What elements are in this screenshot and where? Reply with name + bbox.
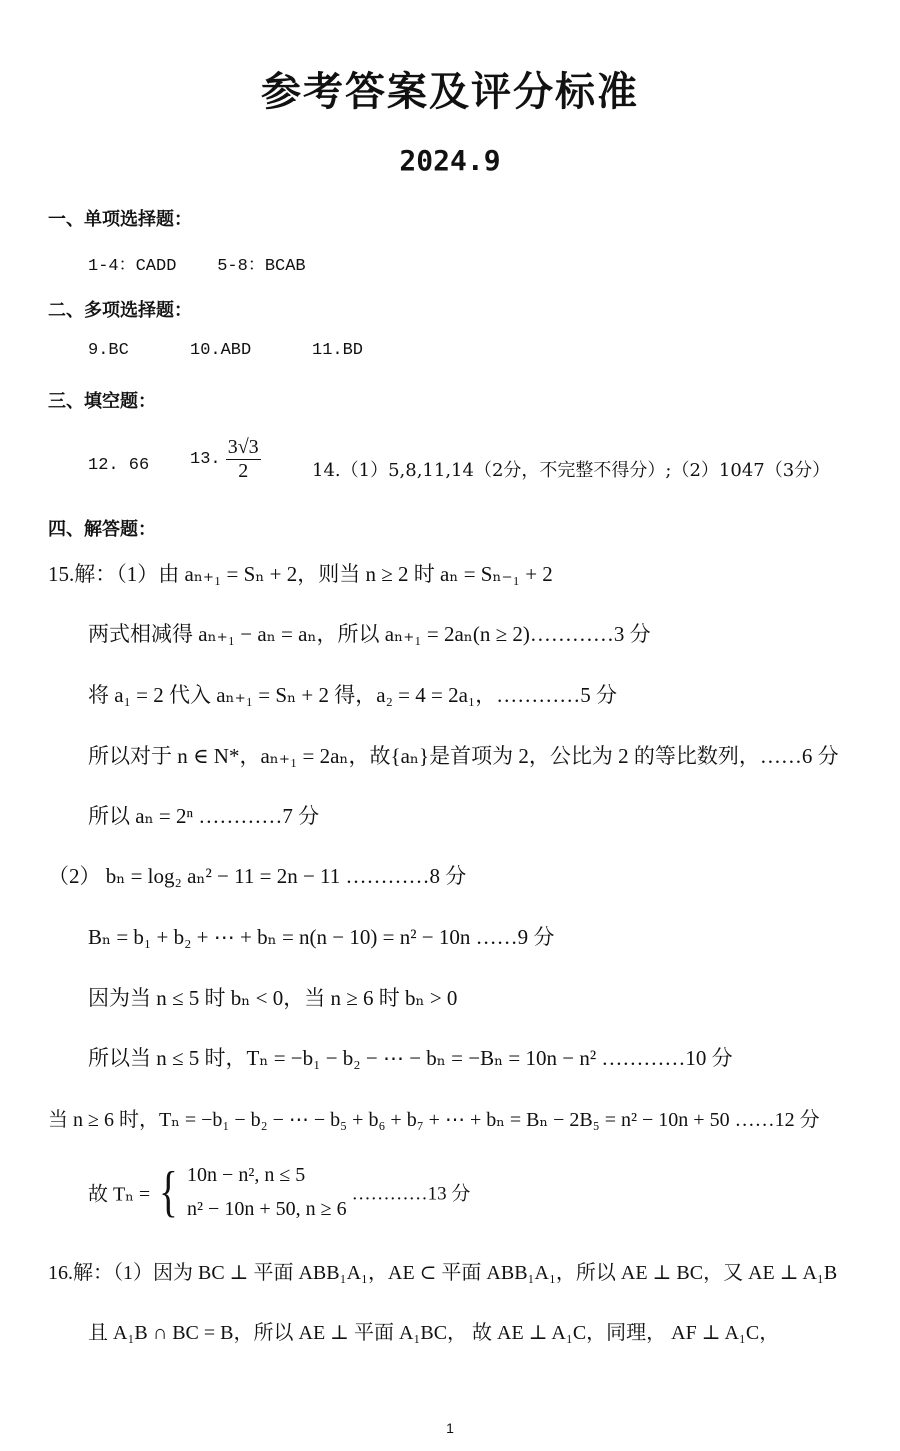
fraction-numerator: 3√3 bbox=[227, 436, 259, 458]
q15-line-9: 所以当 n ≤ 5 时，Tₙ = −b₁ − b₂ − ⋯ − bₙ = −Bₙ = 10n − n² …………10 分 bbox=[88, 1046, 733, 1070]
q15-line-5: 所以 aₙ = 2ⁿ …………7 分 bbox=[88, 804, 320, 828]
piecewise-case-1: 10n − n², n ≤ 5 bbox=[187, 1164, 306, 1186]
section-1-heading: 一、单项选择题： bbox=[48, 209, 192, 230]
section-1-answers: 1-4：CADD 5-8：BCAB bbox=[88, 257, 306, 276]
q15-line-2: 两式相减得 aₙ₊₁ − aₙ = aₙ，所以 aₙ₊₁ = 2aₙ(n ≥ 2)…………3 分 bbox=[88, 622, 651, 646]
q15-line-7: Bₙ = b₁ + b₂ + ⋯ + bₙ = n(n − 10) = n² − 10n ……9 分 bbox=[88, 925, 555, 949]
piecewise-score: …………13 分 bbox=[351, 1183, 471, 1205]
answer-9: 9.BC bbox=[88, 341, 129, 360]
section-3-heading: 三、填空题： bbox=[48, 391, 156, 412]
q15-line-4: 所以对于 n ∈ N*，aₙ₊₁ = 2aₙ，故{aₙ}是首项为 2，公比为 2 的等比数列，……6 分 bbox=[88, 744, 839, 768]
section-4-heading: 四、解答题： bbox=[48, 519, 156, 540]
answer-13-label: 13. bbox=[190, 450, 221, 469]
q16-line-1: 16.解：（1）因为 BC ⊥ 平面 ABB₁A₁，AE ⊂ 平面 ABB₁A₁，所以 AE ⊥ BC，又 AE ⊥ A₁B bbox=[48, 1262, 838, 1284]
answer-13 bbox=[190, 436, 261, 483]
q15-line-1: 15.解：（1）由 aₙ₊₁ = Sₙ + 2，则当 n ≥ 2 时 aₙ = Sₙ₋₁ + 2 bbox=[48, 562, 553, 586]
answer-11: 11.BD bbox=[312, 341, 364, 360]
q15-line-6: （2） bₙ = log₂ aₙ² − 11 = 2n − 11 …………8 分 bbox=[48, 864, 467, 888]
q15-line-3: 将 a₁ = 2 代入 aₙ₊₁ = Sₙ + 2 得，a₂ = 4 = 2a₁，…………5 分 bbox=[88, 683, 617, 707]
answer-10: 10.ABD bbox=[190, 341, 252, 360]
date-heading: 2024.9 bbox=[399, 144, 501, 177]
q16-line-2: 且 A₁B ∩ BC = B，所以 AE ⊥ 平面 A₁BC， 故 AE ⊥ A₁C，同理， AF ⊥ A₁C， bbox=[88, 1322, 780, 1344]
q15-line-11 bbox=[88, 1158, 470, 1226]
answer-12: 12. 66 bbox=[88, 456, 150, 475]
q15-line-10: 当 n ≥ 6 时，Tₙ = −b₁ − b₂ − ⋯ − b₅ + b₆ + b₇ + ⋯ + bₙ = Bₙ − 2B₅ = n² − 10n + 50 ……12 分 bbox=[48, 1109, 820, 1131]
page-title: 参考答案及评分标准 bbox=[261, 69, 639, 115]
section-2-heading: 二、多项选择题： bbox=[48, 300, 192, 321]
piecewise-cases bbox=[187, 1158, 347, 1226]
answer-14: 14.（1）5,8,11,14（2分，不完整不得分）;（2）1047（3分） bbox=[312, 460, 831, 481]
piecewise-prefix: 故 Tₙ = bbox=[88, 1183, 151, 1206]
answer-13-fraction bbox=[226, 436, 261, 483]
fraction-denominator: 2 bbox=[238, 460, 249, 482]
page-number: 1 bbox=[446, 1420, 454, 1436]
q15-line-8: 因为当 n ≤ 5 时 bₙ < 0，当 n ≥ 6 时 bₙ > 0 bbox=[88, 986, 458, 1010]
left-brace: { bbox=[159, 1161, 179, 1223]
piecewise-case-2: n² − 10n + 50, n ≥ 6 bbox=[187, 1198, 347, 1220]
